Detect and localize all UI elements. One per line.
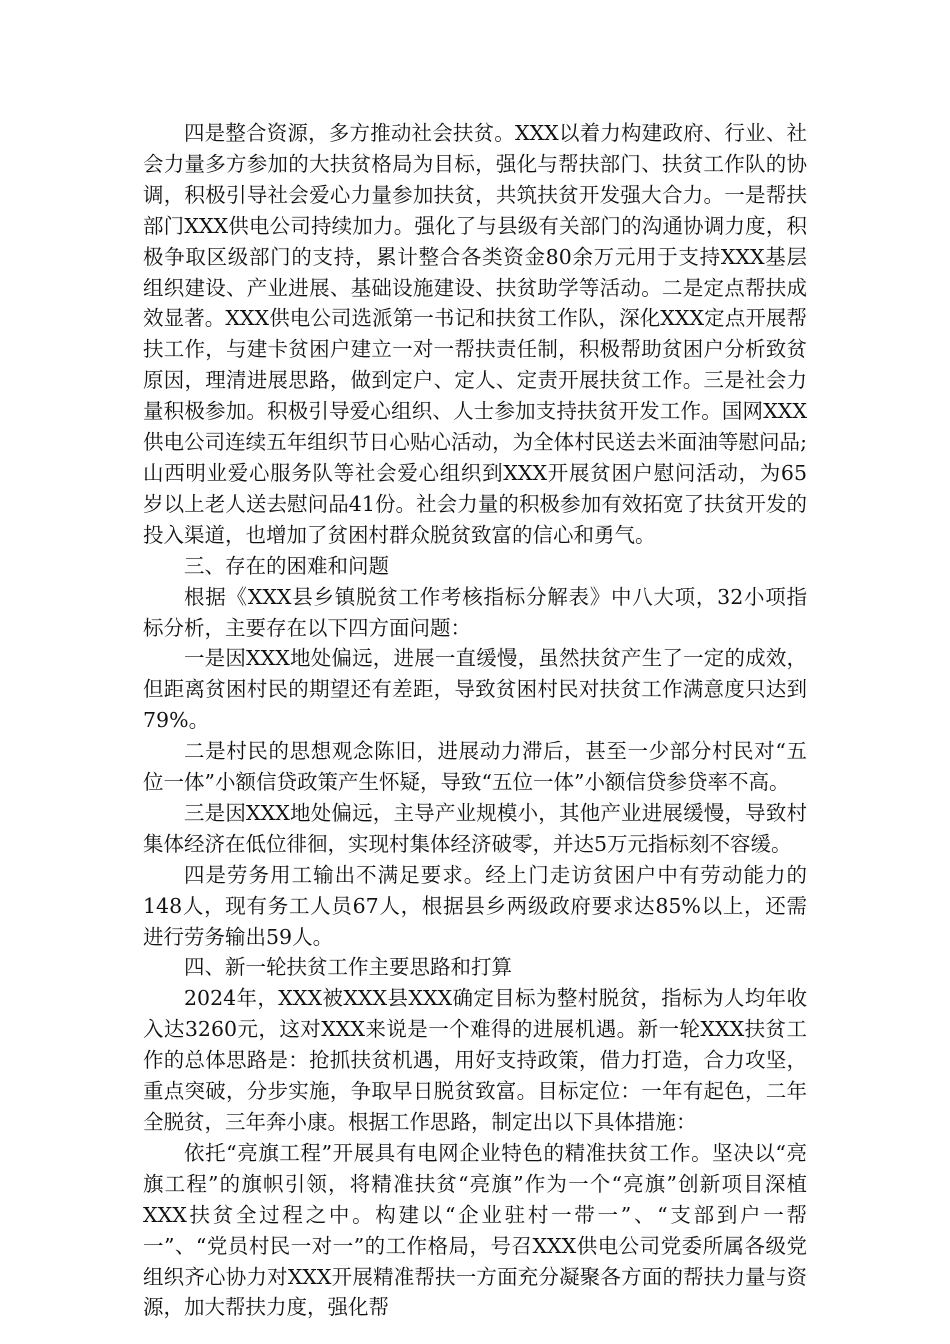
paragraph-overall-approach: 2024年，XXX被XXX县XXX确定目标为整村脱贫，指标为人均年收入达3260元，这对XXX来说是一个难得的进展机遇。新一轮XXX扶贫工作的总体思路是：抢抓扶贫机遇，用好支持政策，借力打造，合力攻坚，重点突破，分步实施，争取早日脱贫致富。目标定位：一年有起色，二年全脱贫，三年奔小康。根据工作思路，制定出以下具体措施： [143, 986, 807, 1134]
paragraph-problem-two: 二是村民的思想观念陈旧，进展动力滞后，甚至一少部分村民对“五位一体”小额信贷政策产生怀疑，导致“五位一体”小额信贷参贷率不高。 [143, 739, 807, 795]
section-heading-new-round: 四、新一轮扶贫工作主要思路和打算 [184, 955, 512, 980]
paragraph-problem-four: 四是劳务用工输出不满足要求。经上门走访贫困户中有劳动能力的148人，现有务工人员67人，根据县乡两级政府要求达85%以上，还需进行劳务输出59人。 [143, 862, 807, 949]
paragraph-social-poverty-alleviation: 四是整合资源，多方推动社会扶贫。XXX以着力构建政府、行业、社会力量多方参加的大扶贫格局为目标，强化与帮扶部门、扶贫工作队的协调，积极引导社会爱心力量参加扶贫，共筑扶贫开发强大合力。一是帮扶部门XXX供电公司持续加力。强化了与县级有关部门的沟通协调力度，积极争取区级部门的支持，累计整合各类资金80余万元用于支持XXX基层组织建设、产业进展、基础设施建设、扶贫助学等活动。二是定点帮扶成效显著。XXX供电公司选派第一书记和扶贫工作队，深化XXX定点开展帮扶工作，与建卡贫困户建立一对一帮扶责任制，积极帮助贫困户分析致贫原因，理清进展思路，做到定户、定人、定责开展扶贫工作。三是社会力量积极参加。积极引导爱心组织、人士参加支持扶贫开发工作。国网XXX供电公司连续五年组织节日心贴心活动，为全体村民送去米面油等慰问品;山西明业爱心服务队等社会爱心组织到XXX开展贫困户慰问活动，为65岁以上老人送去慰问品41份。社会力量的积极参加有效拓宽了扶贫开发的投入渠道，也增加了贫困村群众脱贫致富的信心和勇气。 [143, 121, 807, 547]
paragraph-assessment-intro: 根据《XXX县乡镇脱贫工作考核指标分解表》中八大项，32小项指标分析，主要存在以下四方面问题： [143, 584, 807, 640]
paragraph-problem-three: 三是因XXX地处偏远，主导产业规模小，其他产业进展缓慢，导致村集体经济在低位徘徊，实现村集体经济破零，并达5万元指标刻不容缓。 [143, 800, 807, 856]
document-body [143, 118, 807, 1323]
section-heading-difficulties: 三、存在的困难和问题 [184, 553, 389, 578]
paragraph-problem-one: 一是因XXX地处偏远，进展一直缓慢，虽然扶贫产生了一定的成效，但距离贫困村民的期望还有差距，导致贫困村民对扶贫工作满意度只达到79%。 [143, 646, 807, 733]
paragraph-flag-project: 依托“亮旗工程”开展具有电网企业特色的精准扶贫工作。坚决以“亮旗工程”的旗帜引领，将精准扶贫“亮旗”作为一个“亮旗”创新项目深植XXX扶贫全过程之中。构建以“企业驻村一带一”、“支部到户一帮一”、“党员村民一对一”的工作格局，号召XXX供电公司党委所属各级党组织齐心协力对XXX开展精准帮扶一方面充分凝聚各方面的帮扶力量与资源，加大帮扶力度，强化帮 [143, 1140, 807, 1320]
